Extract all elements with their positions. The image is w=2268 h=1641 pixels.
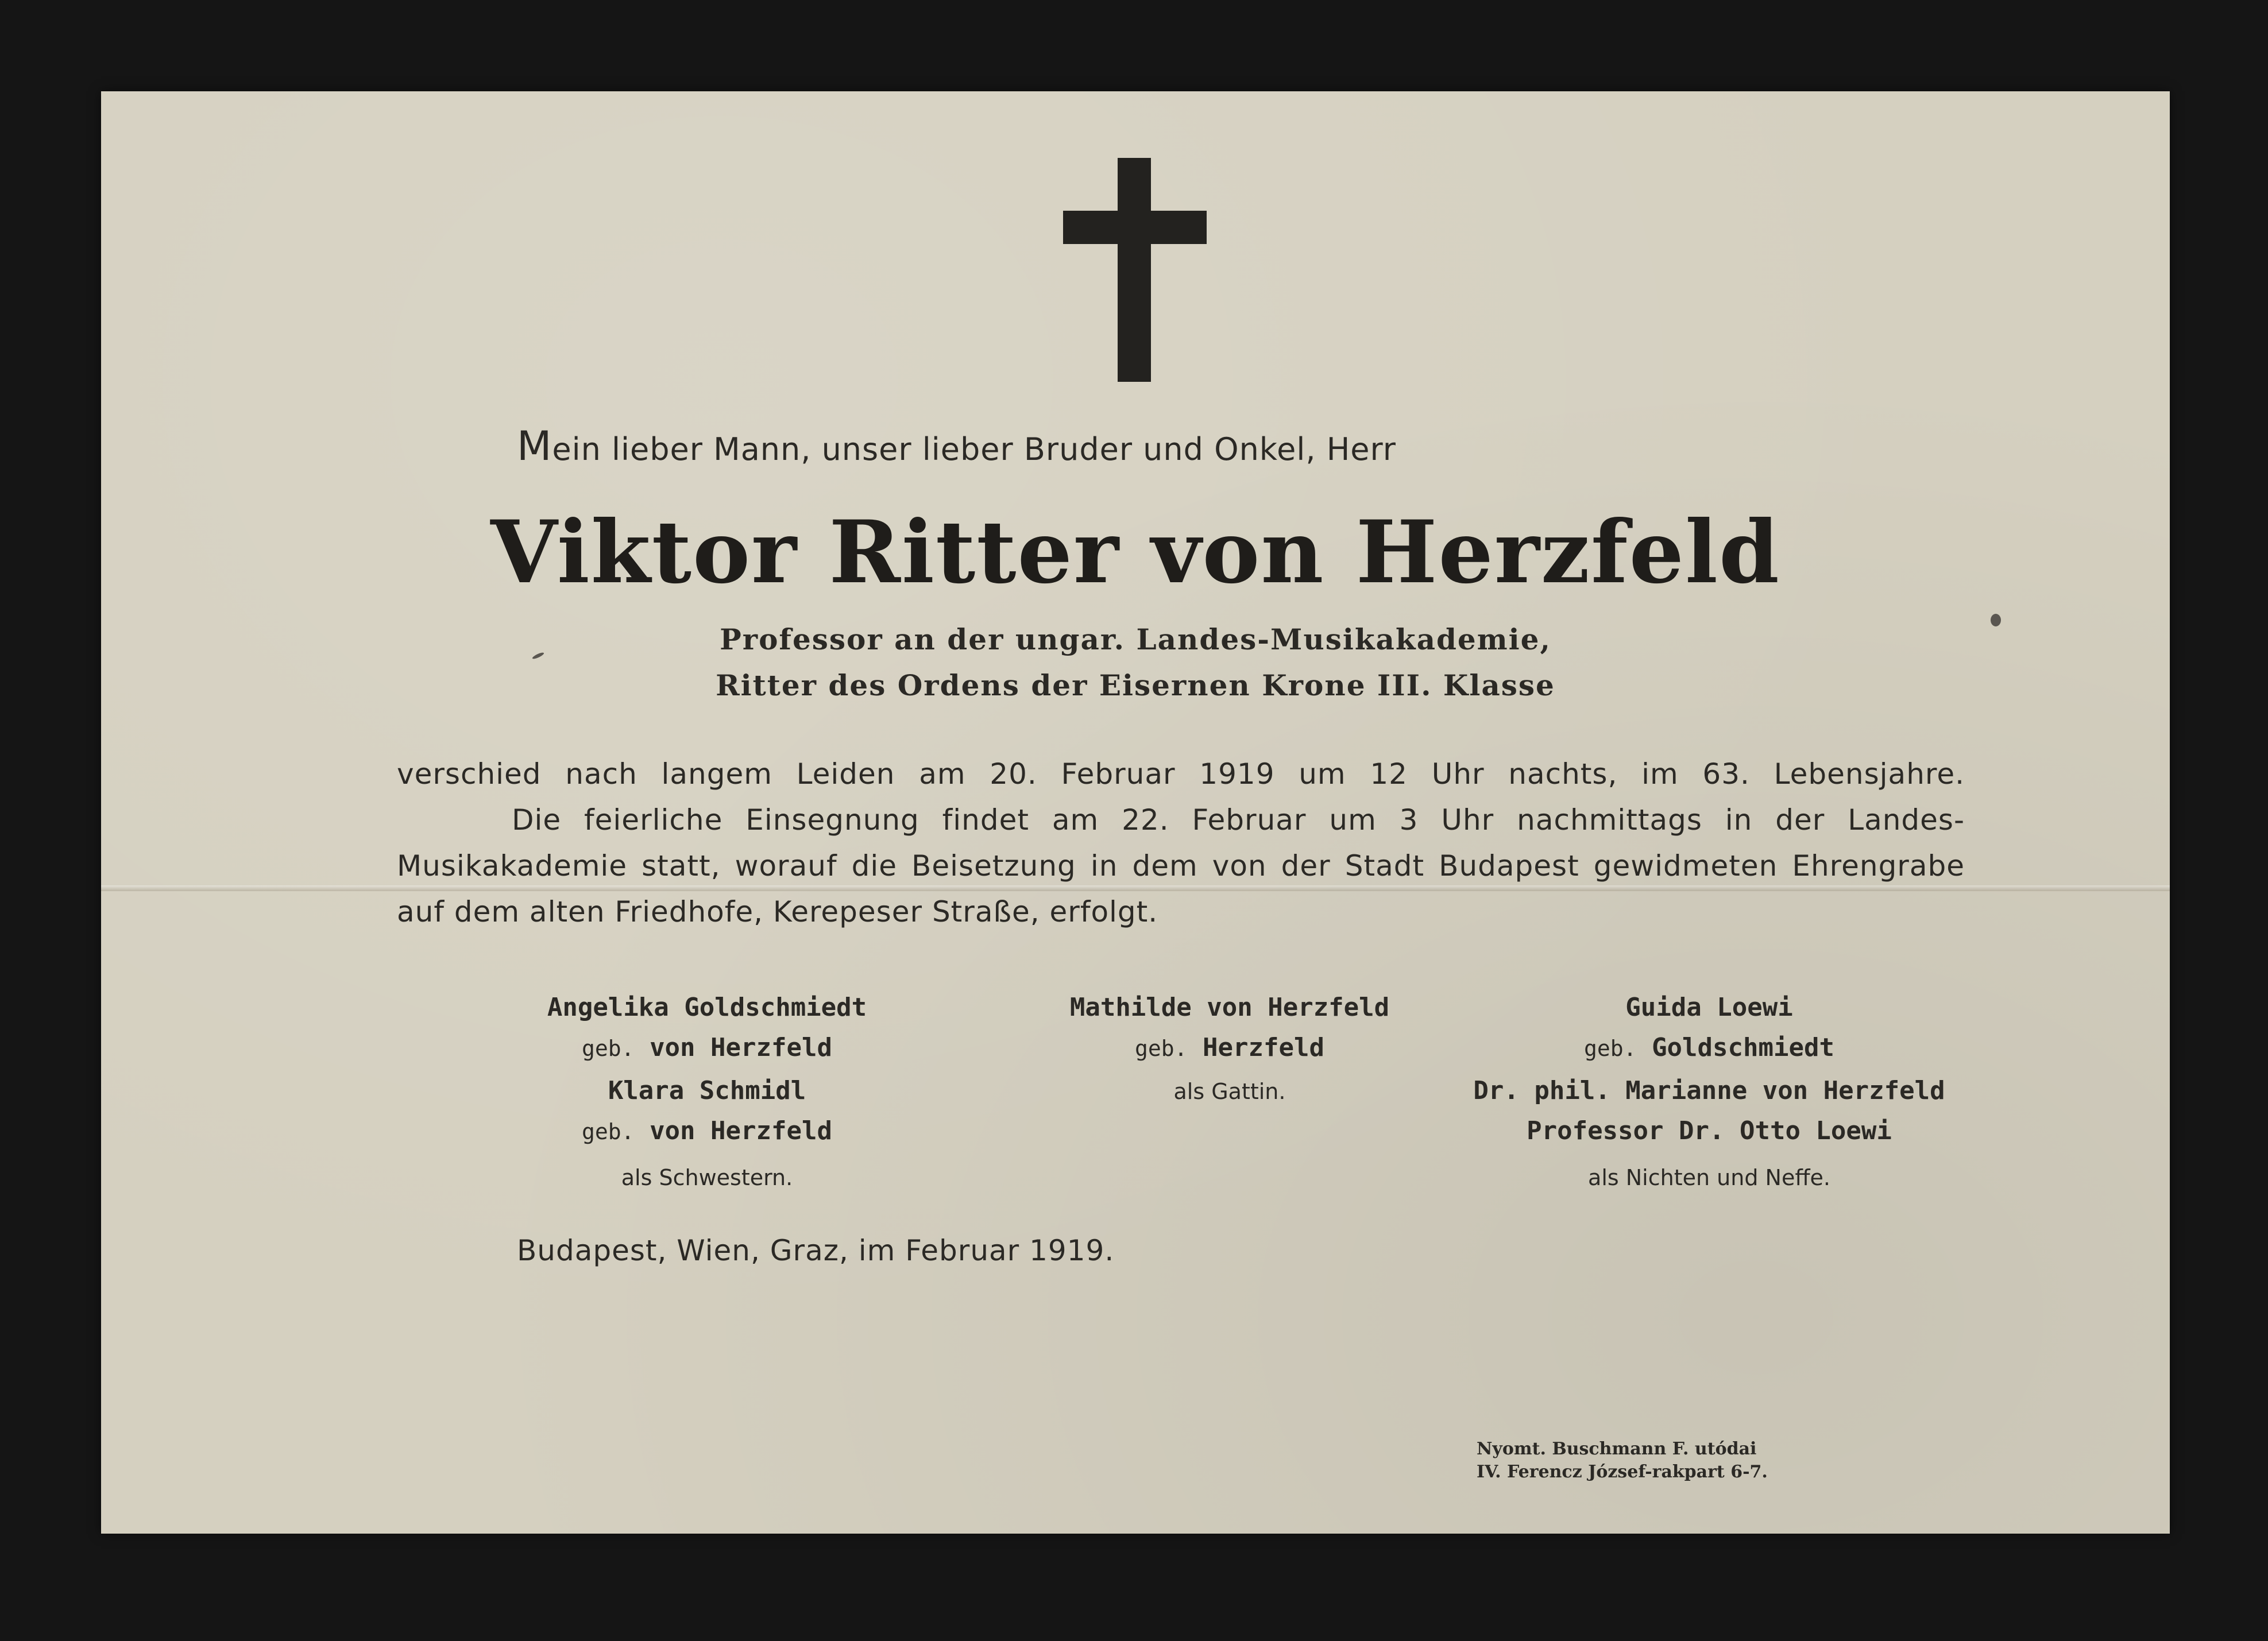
body-line-4: auf dem alten Friedhofe, Kerepeser Straße, erfolgt. [397, 895, 1158, 928]
deceased-name: Viktor Ritter von Herzfeld [490, 502, 1780, 603]
mourner-maiden-name: geb. von Herzfeld [582, 1116, 832, 1145]
mourner-name: Angelika Goldschmiedt [547, 993, 867, 1022]
paper-fold-crease [101, 885, 2170, 891]
place-and-date: Budapest, Wien, Graz, im Februar 1919. [517, 1234, 1115, 1267]
title-line-1: Professor an der ungar. Landes-Musikakademie, [720, 622, 1551, 656]
mourner-maiden-name: geb. Goldschmiedt [1584, 1033, 1834, 1062]
paper-speck [1991, 614, 2001, 626]
cross-icon [1063, 158, 1207, 382]
printer-line-1: Nyomt. Buschmann F. utódai [1477, 1439, 1757, 1459]
obituary-card [101, 91, 2170, 1534]
mourner-role: als Gattin. [1173, 1079, 1286, 1104]
mourner-name: Mathilde von Herzfeld [1069, 993, 1390, 1022]
printer-line-2: IV. Ferencz József-rakpart 6-7. [1477, 1462, 1768, 1482]
body-line-3: Musikakademie statt, worauf die Beisetzung in dem von der Stadt Budapest gewidmeten Ehrengrabe [397, 849, 1965, 883]
printer-imprint [1477, 1438, 1768, 1484]
mourner-role: als Nichten und Neffe. [1588, 1165, 1830, 1190]
mourner-name: Klara Schmidl [608, 1076, 806, 1105]
body-line-2: Die feierliche Einsegnung findet am 22. Februar um 3 Uhr nachmittags in der Landes- [512, 803, 1965, 837]
mourner-role: als Schwestern. [621, 1165, 793, 1190]
mourner-maiden-name: geb. Herzfeld [1135, 1033, 1324, 1062]
intro-initial: M [517, 423, 552, 470]
mourner-name: Guida Loewi [1625, 993, 1793, 1022]
intro-text: ein lieber Mann, unser lieber Bruder und Onkel, Herr [552, 431, 1396, 467]
mourner-maiden-name: geb. von Herzfeld [582, 1033, 832, 1062]
intro-line [517, 423, 1396, 470]
mourner-name: Professor Dr. Otto Loewi [1527, 1116, 1892, 1145]
title-line-2: Ritter des Ordens der Eisernen Krone III. Klasse [716, 668, 1555, 702]
mourner-name: Dr. phil. Marianne von Herzfeld [1473, 1076, 1945, 1105]
body-line-1: verschied nach langem Leiden am 20. Februar 1919 um 12 Uhr nachts, im 63. Lebensjahre. [397, 757, 1965, 791]
